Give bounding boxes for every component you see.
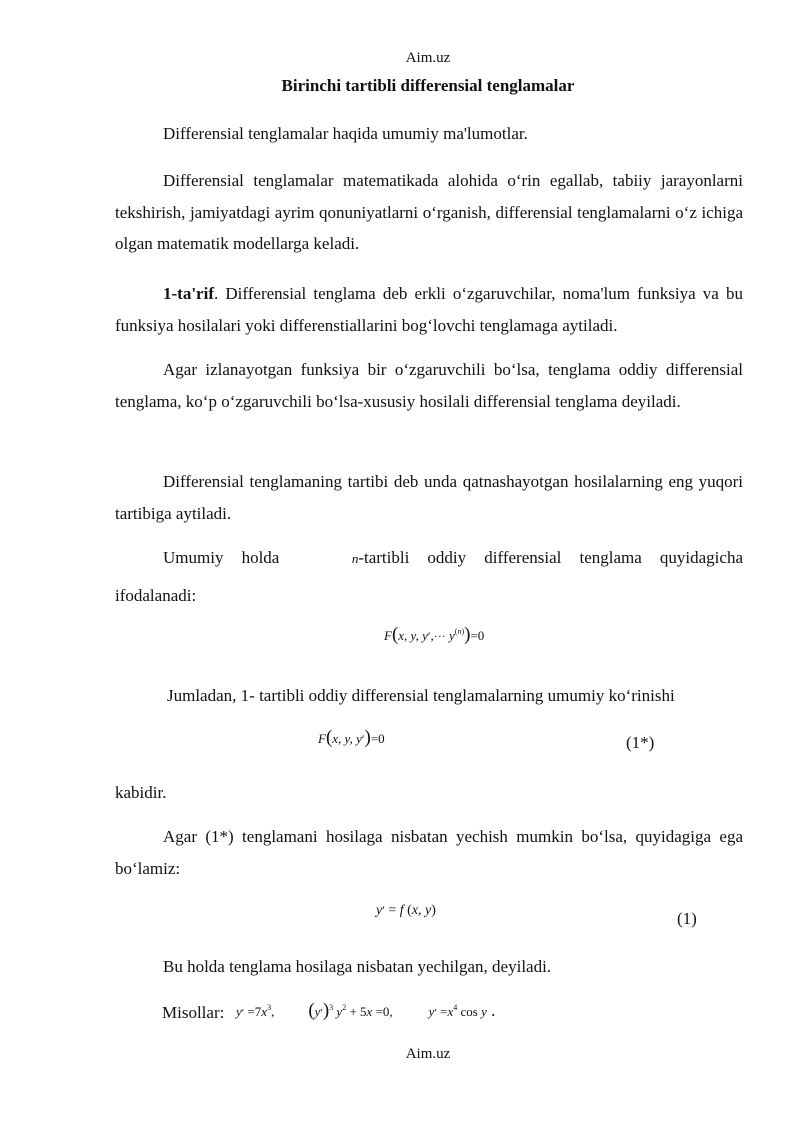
paragraph-5: Jumladan, 1- tartibli oddiy differensial tenglamalarning umumiy ko‘rinishi	[167, 686, 675, 705]
equation-1-tag: (1)	[677, 909, 697, 928]
paragraph-2: Agar izlanayotgan funksiya bir o‘zgaruvchili bo‘lsa, tenglama oddiy differensial tenglama, ko‘p o‘zgaruvchili bo‘lsa-xususiy hosilali differensial tenglama deyiladi.	[115, 360, 743, 411]
paragraph-1: Differensial tenglamalar matematikada alohida o‘rin egallab, tabiiy jarayonlarni tekshirish, jamiyatdagi ayrim qonuniyatlarni o‘rganish, differensial tenglamalarni o‘z ichiga olgan matematik modellarga keladi.	[115, 171, 743, 253]
paragraph-6: kabidir.	[115, 783, 167, 802]
page-title: Birinchi tartibli differensial tenglamalar	[281, 76, 575, 95]
equation-1: y′ = f (x, y)	[376, 903, 436, 918]
page-header: Aim.uz	[405, 50, 451, 66]
paragraph-7: Agar (1*) tenglamani hosilaga nisbatan yechish mumkin bo‘lsa, quyidagiga ega bo‘lamiz:	[115, 827, 743, 878]
examples-label: Misollar:	[162, 1003, 225, 1022]
intro-paragraph: Differensial tenglamalar haqida umumiy ma'lumotlar.	[163, 124, 528, 143]
paragraph-4-line1	[115, 542, 743, 575]
paragraph-3: Differensial tenglamaning tartibi deb unda qatnashayotgan hosilalarning eng yuqori tartibiga aytiladi.	[115, 472, 743, 523]
examples-equations: $y' =7x^3$, $(y')^3$ $y^2 + 5x =0$, $y' =x^4$ cos y .	[236, 1000, 496, 1021]
equation-general: F(x, y, $y',\cdot\cdot\cdot y^{(n)})=0$	[384, 624, 485, 645]
p4-n-symbol: n	[351, 551, 359, 566]
paragraph-8: Bu holda tenglama hosilaga nisbatan yechilgan, deyiladi.	[163, 957, 552, 976]
equation-1star: F(x, y, y′)=0	[318, 727, 385, 748]
definition-text: . Differensial tenglama deb erkli o‘zgaruvchilar, noma'lum funksiya va bu funksiya hosilalari yoki differenstiallarini bog‘lovchi tenglamaga aytiladi.	[115, 284, 743, 335]
definition-paragraph	[115, 278, 743, 341]
page-footer: Aim.uz	[405, 1046, 451, 1062]
equation-1star-tag: (1*)	[626, 733, 655, 752]
p4-part-a: Umumiy holda	[163, 548, 280, 567]
definition-label: 1-ta'rif	[163, 284, 214, 303]
p4-part-b: -tartibli oddiy differensial tenglama quyidagicha	[358, 548, 743, 567]
paragraph-4-line2: ifodalanadi:	[115, 586, 197, 605]
